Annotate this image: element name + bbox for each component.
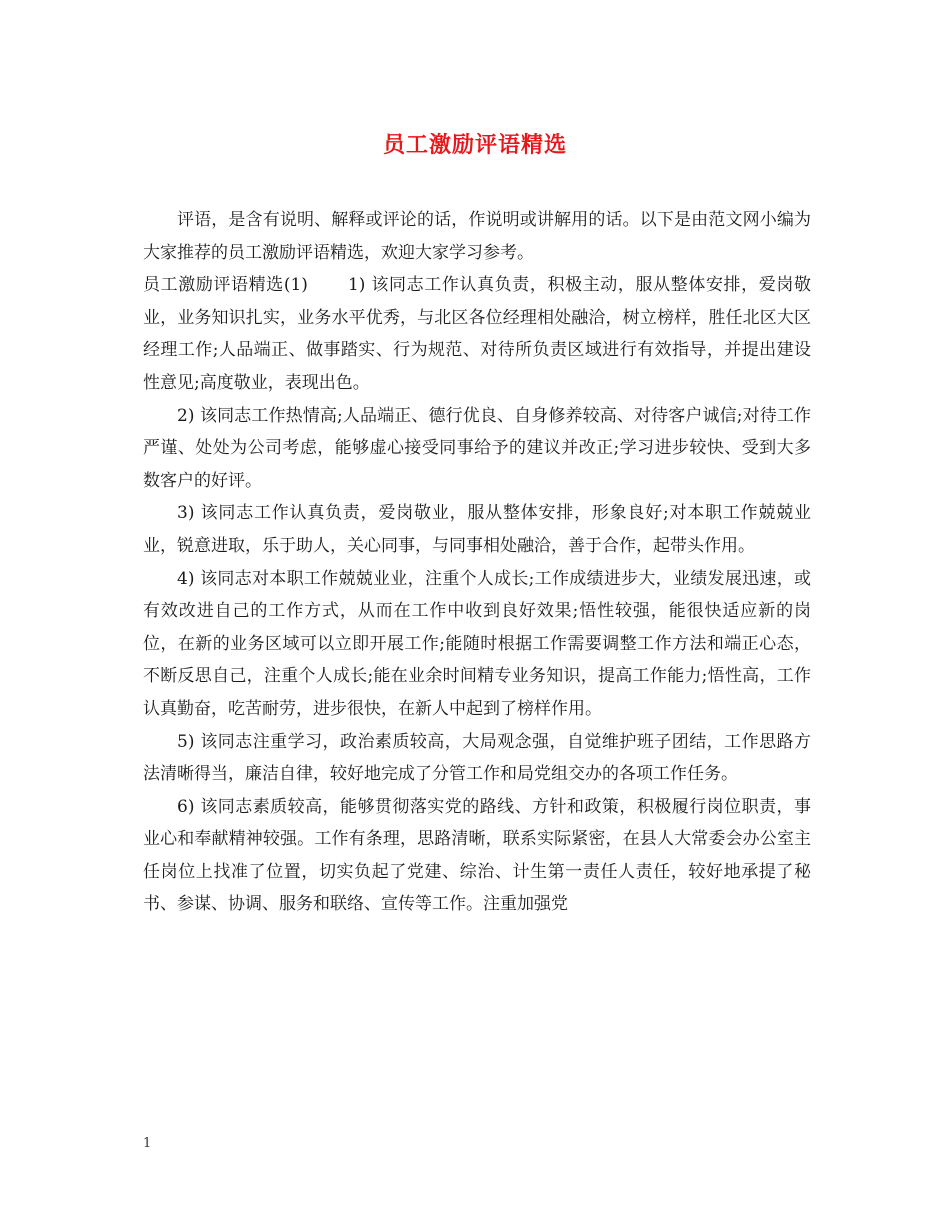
item-5: 5) 该同志注重学习，政治素质较高，大局观念强，自觉维护班子团结，工作思路方法清晰得当，廉洁自律，较好地完成了分管工作和局党组交办的各项工作任务。 — [143, 731, 811, 785]
document-title: 员工激励评语精选 — [382, 133, 567, 158]
page-number: 1 — [143, 1136, 152, 1151]
document-body — [143, 204, 811, 921]
section-heading: 员工激励评语精选(1) — [143, 275, 308, 296]
item-6: 6) 该同志素质较高，能够贯彻落实党的路线、方针和政策，积极履行岗位职责，事业心和奉献精神较强。工作有条理，思路清晰，联系实际紧密，在县人大常委会办公室主任岗位上找准了位置，切实负起了党建、综治、计生第一责任人责任，较好地承提了秘书、参谋、协调、服务和联络、宣传等工作。注重加强党 — [143, 796, 811, 915]
section-paragraph — [143, 269, 811, 399]
item-2: 2) 该同志工作热情高;人品端正、德行优良、自身修养较高、对待客户诚信;对待工作严谨、处处为公司考虑，能够虚心接受同事给予的建议并改正;学习进步较快、受到大多数客户的好评。 — [143, 405, 811, 491]
item-4: 4) 该同志对本职工作兢兢业业，注重个人成长;工作成绩进步大，业绩发展迅速，或有效改进自己的工作方式，从而在工作中收到良好效果;悟性较强，能很快适应新的岗位，在新的业务区域可以立即开展工作;能随时根据工作需要调整工作方法和端正心态，不断反思自己，注重个人成长;能在业余时间精专业务知识，提高工作能力;悟性高，工作认真勤奋，吃苦耐劳，进步很快，在新人中起到了榜样作用。 — [143, 568, 811, 719]
item-3: 3) 该同志工作认真负责，爱岗敬业，服从整体安排，形象良好;对本职工作兢兢业业，锐意进取，乐于助人，关心同事，与同事相处融洽，善于合作，起带头作用。 — [143, 503, 811, 556]
item-1: 1) 该同志工作认真负责，积极主动，服从整体安排，爱岗敬业，业务知识扎实，业务水平优秀，与北区各位经理相处融洽，树立榜样，胜任北区大区经理工作;人品端正、做事踏实、行为规范、对待所负责区域进行有效指导，并提出建设性意见;高度敬业，表现出色。 — [143, 275, 811, 393]
intro-paragraph: 评语，是含有说明、解释或评论的话，作说明或讲解用的话。以下是由范文网小编为大家推荐的员工激励评语精选，欢迎大家学习参考。 — [143, 210, 811, 263]
